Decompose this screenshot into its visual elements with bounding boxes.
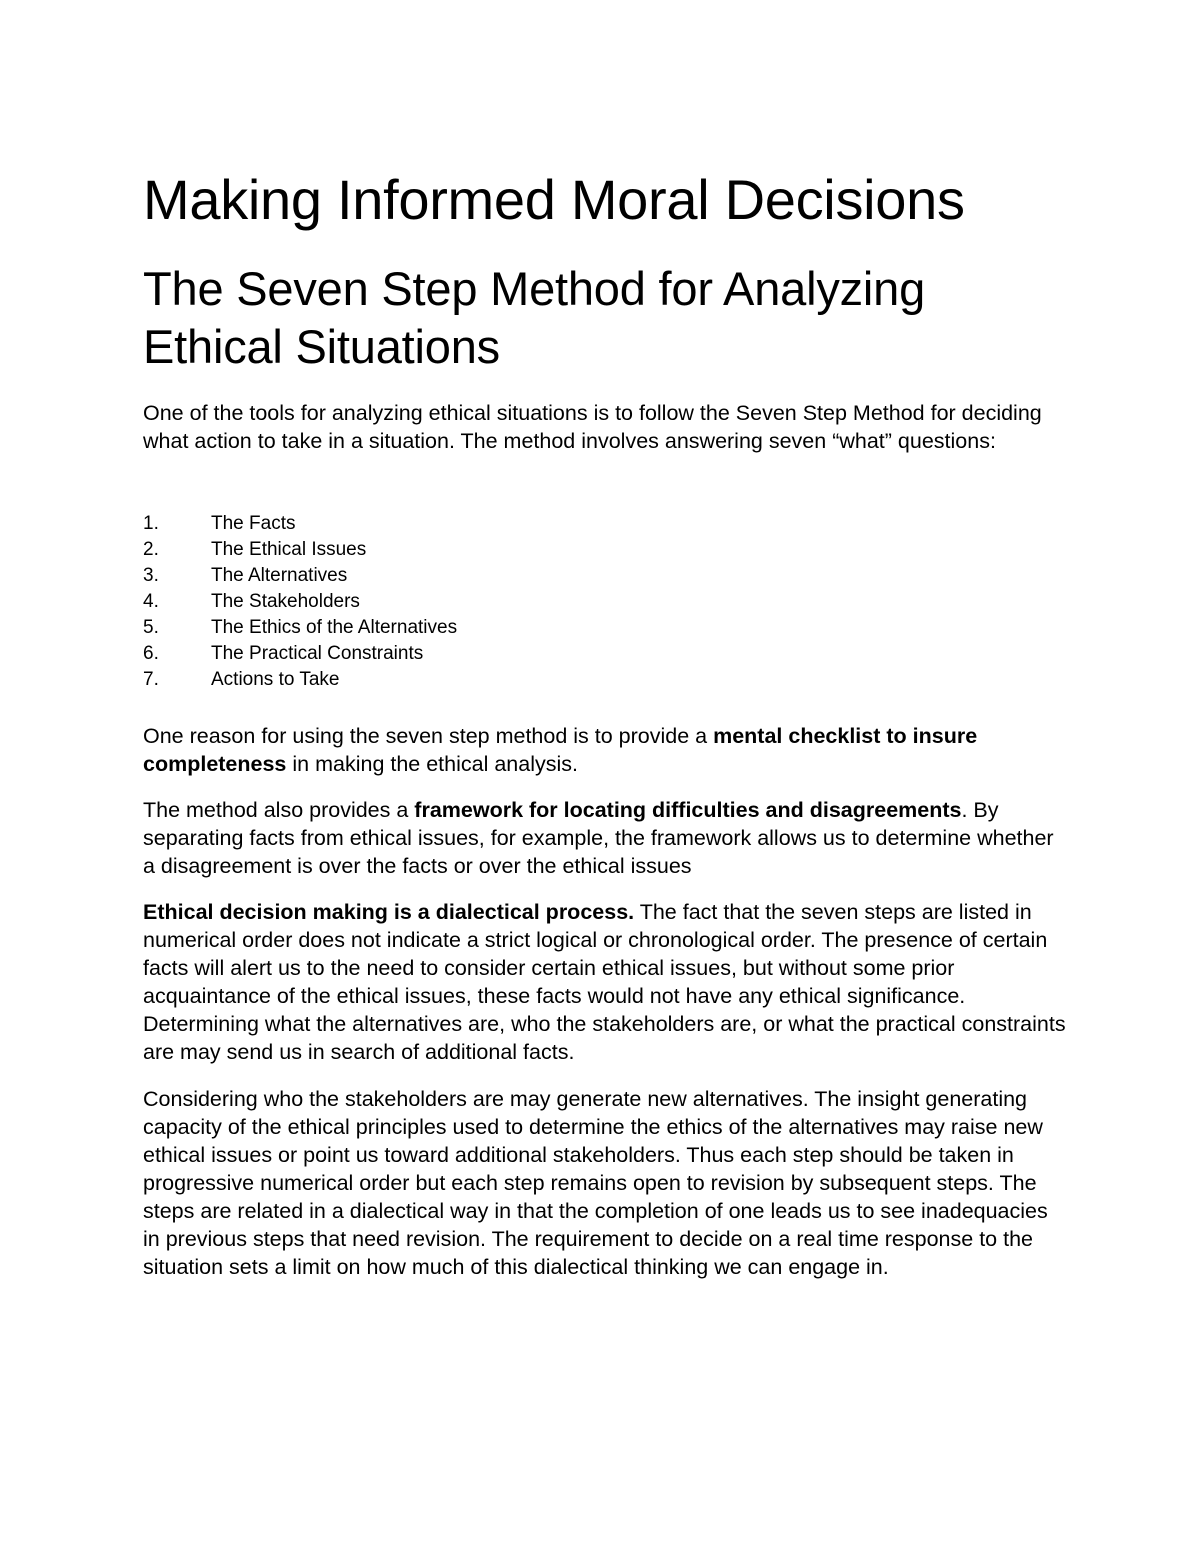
considering-paragraph: Considering who the stakeholders are may generate new alternatives. The insight generating capacity of the ethical principles used to determine the ethics of the alternatives may raise new ethical issues or point us toward additional stakeholders. Thus each step should be taken in progressive numerical order but each step remains open to revision by subsequent steps. The steps are related in a dialectical way in that the completion of one leads us to see inadequacies in previous steps that need revision. The requirement to decide on a real time response to the situation sets a limit on how much of this dialectical thinking we can engage in. — [143, 1087, 1048, 1279]
list-item-text: The Facts — [211, 513, 296, 534]
list-item-text: The Alternatives — [211, 565, 348, 586]
list-item-number: 6. — [143, 643, 159, 664]
dialectic-paragraph — [143, 898, 1068, 1066]
document-subtitle: The Seven Step Method for Analyzing Ethical Situations — [143, 262, 926, 373]
dialectic-emphasis: Ethical decision making is a dialectical process. — [143, 900, 635, 924]
document-title: Making Informed Moral Decisions — [143, 168, 965, 231]
list-item-number: 5. — [143, 617, 159, 638]
intro-paragraph: One of the tools for analyzing ethical situations is to follow the Seven Step Method for deciding what action to take in a situation. The method involves answering seven “what” questions: — [143, 401, 1042, 453]
list-item-text: The Ethics of the Alternatives — [211, 617, 458, 638]
reason-text-lead: One reason for using the seven step method is to provide a — [143, 724, 714, 748]
list-item-number: 3. — [143, 565, 159, 586]
list-item-text: The Practical Constraints — [211, 643, 424, 664]
list-item-number: 1. — [143, 513, 159, 534]
framework-paragraph — [143, 796, 1068, 880]
list-item-text: The Stakeholders — [211, 591, 360, 612]
list-item-number: 2. — [143, 539, 159, 560]
dialectic-text: The fact that the seven steps are listed in numerical order does not indicate a strict logical or chronological order. The presence of certain facts will alert us to the need to consider certain ethical issues, but without some prior acquaintance of the ethical issues, these facts would not have any ethical significance. Determining what the alternatives are, who the stakeholders are, or what the practical constraints are may send us in search of additional facts. — [143, 900, 1066, 1064]
list-item-text: The Ethical Issues — [211, 539, 367, 560]
framework-emphasis: framework for locating difficulties and disagreements — [414, 798, 962, 822]
framework-text-tail: . By separating facts from ethical issues, for example, the framework allows us to determine whether a disagreement is over the facts or over the ethical issues — [143, 798, 1054, 878]
list-item-number: 4. — [143, 591, 159, 612]
framework-text-lead: The method also provides a — [143, 798, 415, 822]
reason-text-tail: in making the ethical analysis. — [286, 752, 578, 776]
reason-paragraph — [143, 722, 1068, 778]
list-item-number: 7. — [143, 669, 159, 690]
reason-emphasis: mental checklist to insure completeness — [143, 724, 978, 776]
list-item-text: Actions to Take — [211, 669, 340, 690]
